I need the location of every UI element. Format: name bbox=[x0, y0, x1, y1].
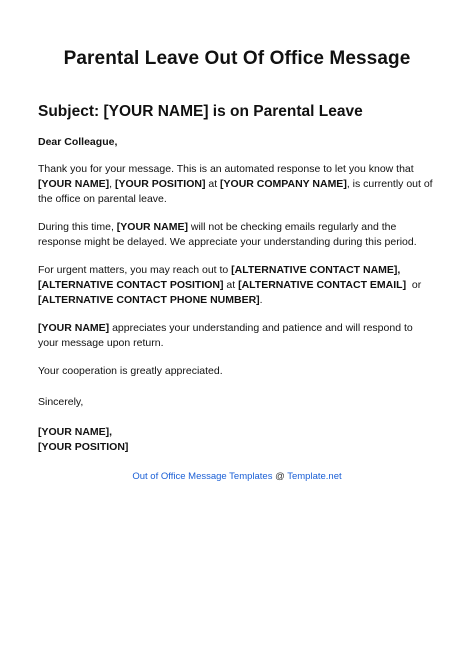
footer-link-template-net[interactable]: Template.net bbox=[287, 471, 342, 482]
placeholder-alt-contact-phone: [ALTERNATIVE CONTACT PHONE NUMBER] bbox=[38, 294, 260, 306]
placeholder-your-name: [YOUR NAME] bbox=[38, 322, 110, 334]
signature-position: [YOUR POSITION] bbox=[38, 441, 129, 453]
placeholder-your-position: [YOUR POSITION] bbox=[115, 178, 206, 190]
signature-comma: , bbox=[109, 426, 113, 438]
text: During this time, bbox=[38, 221, 117, 233]
paragraph-appreciation bbox=[38, 321, 436, 351]
signature-name: [YOUR NAME] bbox=[38, 426, 110, 438]
placeholder-your-name: [YOUR NAME] bbox=[38, 178, 110, 190]
placeholder-company-name: [YOUR COMPANY NAME] bbox=[220, 178, 347, 190]
text: Thank you for your message. This is an automated response to let you know that bbox=[38, 163, 414, 175]
signature-block bbox=[38, 425, 436, 455]
document-title: Parental Leave Out Of Office Message bbox=[63, 48, 411, 69]
placeholder-alt-contact-name-position: [ALTERNATIVE CONTACT NAME], [ALTERNATIVE CONTACT POSITION] bbox=[38, 264, 401, 291]
text: . bbox=[259, 294, 263, 306]
greeting: Dear Colleague, bbox=[38, 136, 118, 148]
text: at bbox=[205, 178, 221, 190]
text: or bbox=[406, 279, 425, 291]
placeholder-alt-contact-email: [ALTERNATIVE CONTACT EMAIL] bbox=[238, 279, 407, 291]
footer bbox=[38, 470, 436, 483]
text: , bbox=[109, 178, 116, 190]
email-subject: Subject: [YOUR NAME] is on Parental Leave bbox=[38, 103, 363, 120]
footer-link-templates[interactable]: Out of Office Message Templates bbox=[132, 471, 273, 482]
text: will not be checking emails regularly and the response might be delayed. We appreciate your understanding during this period. bbox=[38, 221, 417, 248]
placeholder-your-name: [YOUR NAME] bbox=[116, 221, 188, 233]
footer-separator: @ bbox=[272, 471, 288, 482]
text: appreciates your understanding and patience and will respond to your message upon return. bbox=[38, 322, 413, 349]
paragraph-urgent-contact bbox=[38, 263, 436, 308]
paragraph-cooperation: Your cooperation is greatly appreciated. bbox=[38, 365, 223, 377]
signoff: Sincerely, bbox=[38, 396, 84, 408]
paragraph-intro bbox=[38, 162, 436, 207]
text: , is currently out of the office on parental leave. bbox=[38, 178, 433, 205]
paragraph-availability bbox=[38, 220, 436, 250]
text: at bbox=[223, 279, 239, 291]
text: For urgent matters, you may reach out to bbox=[38, 264, 232, 276]
